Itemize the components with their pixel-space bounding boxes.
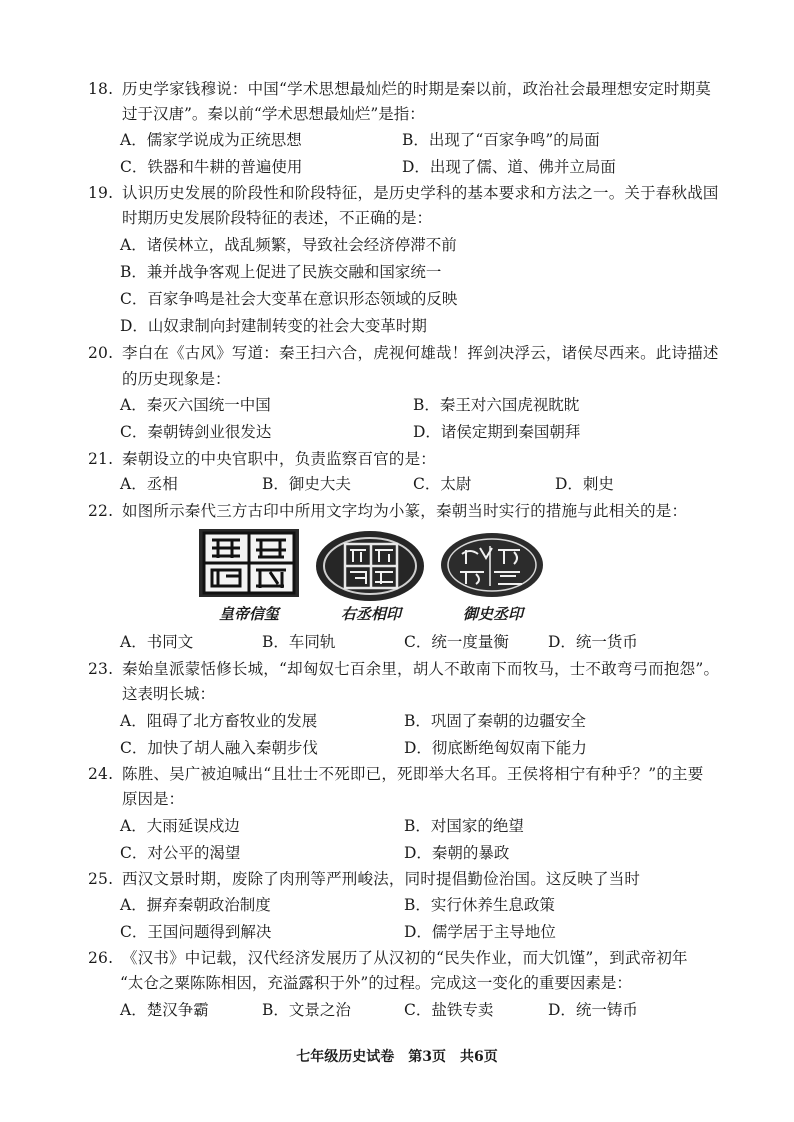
stem-line: 过于汉唐”。秦以前“学术思想最灿烂”是指： <box>122 105 425 123</box>
option-20-c[interactable]: C．秦朝铸剑业很发达 <box>120 423 272 441</box>
stem-line: 陈胜、吴广被迫喊出“且壮士不死即已，死即举大名耳。王侯将相宁有种乎？”的主要 <box>122 765 704 783</box>
option-22-c[interactable]: C．统一度量衡 <box>404 633 509 651</box>
option-20-a[interactable]: A．秦灭六国统一中国 <box>120 396 271 414</box>
seal-yushi-chengyin <box>440 532 544 598</box>
oval-seal-icon <box>315 530 425 602</box>
option-25-a[interactable]: A．摒弃秦朝政治制度 <box>120 896 271 914</box>
stem-line: 这表明长城： <box>122 685 216 703</box>
option-23-a[interactable]: A．阻碍了北方畜牧业的发展 <box>120 712 318 730</box>
option-22-d[interactable]: D．统一货币 <box>548 633 638 651</box>
question-19-stem: 19. 认识历史发展的阶段性和阶段特征，是历史学科的基本要求和方法之一。关于春秋战国 <box>88 184 719 202</box>
option-19-a[interactable]: A．诸侯林立，战乱频繁，导致社会经济停滞不前 <box>120 236 457 254</box>
question-24-stem: 24. 陈胜、吴广被迫喊出“且壮士不死即已，死即举大名耳。王侯将相宁有种乎？”的主要 <box>88 765 704 783</box>
option-24-b[interactable]: B．对国家的绝望 <box>404 817 524 835</box>
option-18-a[interactable]: A．儒家学说成为正统思想 <box>120 131 302 149</box>
option-18-d[interactable]: D．出现了儒、道、佛并立局面 <box>402 158 616 176</box>
question-20-stem: 20. 李白在《古风》写道：秦王扫六合，虎视何雄哉！挥剑决浮云，诸侯尽西来。此诗描述 <box>88 344 719 362</box>
option-22-a[interactable]: A．书同文 <box>120 633 194 651</box>
option-26-c[interactable]: C．盐铁专卖 <box>404 1001 494 1019</box>
stem-line: 认识历史发展的阶段性和阶段特征，是历史学科的基本要求和方法之一。关于春秋战国 <box>122 184 719 202</box>
stem-line: 李白在《古风》写道：秦王扫六合，虎视何雄哉！挥剑决浮云，诸侯尽西来。此诗描述 <box>122 344 719 362</box>
option-22-b[interactable]: B．车同轨 <box>262 633 336 651</box>
option-18-b[interactable]: B．出现了“百家争鸣”的局面 <box>402 131 600 149</box>
stem-line: 《汉书》中记载，汉代经济发展历了从汉初的“民失作业，而大饥馑”，到武帝初年 <box>122 949 688 967</box>
stem-line: 历史学家钱穆说：中国“学术思想最灿烂的时期是秦以前，政治社会最理想安定时期莫 <box>122 80 712 98</box>
option-19-c[interactable]: C．百家争鸣是社会大变革在意识形态领域的反映 <box>120 290 458 308</box>
stem-line: 秦朝设立的中央官职中，负责监察百官的是： <box>122 450 437 468</box>
stem-line: 时期历史发展阶段特征的表述，不正确的是： <box>122 209 433 227</box>
stem-line: “太仓之粟陈陈相因，充溢露积于外”的过程。完成这一变化的重要因素是： <box>120 974 632 992</box>
question-22-stem: 22. 如图所示秦代三方古印中所用文字均为小篆，秦朝当时实行的措施与此相关的是： <box>88 502 688 520</box>
square-seal-icon <box>198 528 300 598</box>
seal-caption-3: 御史丞印 <box>462 605 523 623</box>
seal-huangdi-xinxi <box>198 528 300 598</box>
option-20-d[interactable]: D．诸侯定期到秦国朝拜 <box>413 423 581 441</box>
question-26-stem: 26. 《汉书》中记载，汉代经济发展历了从汉初的“民失作业，而大饥馑”，到武帝初年 <box>88 949 688 967</box>
option-24-d[interactable]: D．秦朝的暴政 <box>404 844 510 862</box>
question-23-stem: 23. 秦始皇派蒙恬修长城，“却匈奴七百余里，胡人不敢南下而牧马，士不敢弯弓而抱怨”。 <box>88 660 720 678</box>
option-24-c[interactable]: C．对公平的渴望 <box>120 844 241 862</box>
option-23-b[interactable]: B．巩固了秦朝的边疆安全 <box>404 712 586 730</box>
seal-caption-1: 皇帝信玺 <box>218 605 279 623</box>
question-18-stem: 18. 历史学家钱穆说：中国“学术思想最灿烂的时期是秦以前，政治社会最理想安定时期莫 <box>88 80 712 98</box>
option-23-d[interactable]: D．彻底断绝匈奴南下能力 <box>404 739 587 757</box>
option-24-a[interactable]: A．大雨延误戍边 <box>120 817 240 835</box>
seal-caption-2: 右丞相印 <box>340 605 401 623</box>
option-21-c[interactable]: C．太尉 <box>413 475 472 493</box>
option-20-b[interactable]: B．秦王对六国虎视眈眈 <box>413 396 580 414</box>
option-21-d[interactable]: D．刺史 <box>555 475 614 493</box>
option-26-b[interactable]: B．文景之治 <box>262 1001 351 1019</box>
option-18-c[interactable]: C．铁器和牛耕的普遍使用 <box>120 158 303 176</box>
option-21-a[interactable]: A．丞相 <box>120 475 178 493</box>
option-25-b[interactable]: B．实行休养生息政策 <box>404 896 555 914</box>
page-footer: 七年级历史试卷 第3页 共6页 <box>296 1049 498 1065</box>
option-21-b[interactable]: B．御史大夫 <box>262 475 351 493</box>
stem-line: 西汉文景时期，废除了肉刑等严刑峻法，同时提倡勤俭治国。这反映了当时 <box>122 870 641 888</box>
option-25-d[interactable]: D．儒学居于主导地位 <box>404 923 556 941</box>
oval-seal-icon <box>440 532 544 598</box>
option-19-d[interactable]: D．山奴隶制向封建制转变的社会大变革时期 <box>120 317 427 335</box>
option-25-c[interactable]: C．王国问题得到解决 <box>120 923 272 941</box>
stem-line: 秦始皇派蒙恬修长城，“却匈奴七百余里，胡人不敢南下而牧马，士不敢弯弓而抱怨”。 <box>122 660 720 678</box>
option-19-b[interactable]: B．兼并战争客观上促进了民族交融和国家统一 <box>120 263 442 281</box>
stem-line: 原因是： <box>122 790 185 808</box>
question-25-stem: 25. 西汉文景时期，废除了肉刑等严刑峻法，同时提倡勤俭治国。这反映了当时 <box>88 870 641 888</box>
option-26-d[interactable]: D．统一铸币 <box>548 1001 638 1019</box>
option-23-c[interactable]: C．加快了胡人融入秦朝步伐 <box>120 739 318 757</box>
seal-you-chengxiang-yin <box>315 530 425 602</box>
question-21-stem: 21. 秦朝设立的中央官职中，负责监察百官的是： <box>88 450 437 468</box>
stem-line: 的历史现象是： <box>122 370 231 388</box>
option-26-a[interactable]: A．楚汉争霸 <box>120 1001 209 1019</box>
stem-line: 如图所示秦代三方古印中所用文字均为小篆，秦朝当时实行的措施与此相关的是： <box>122 502 688 520</box>
